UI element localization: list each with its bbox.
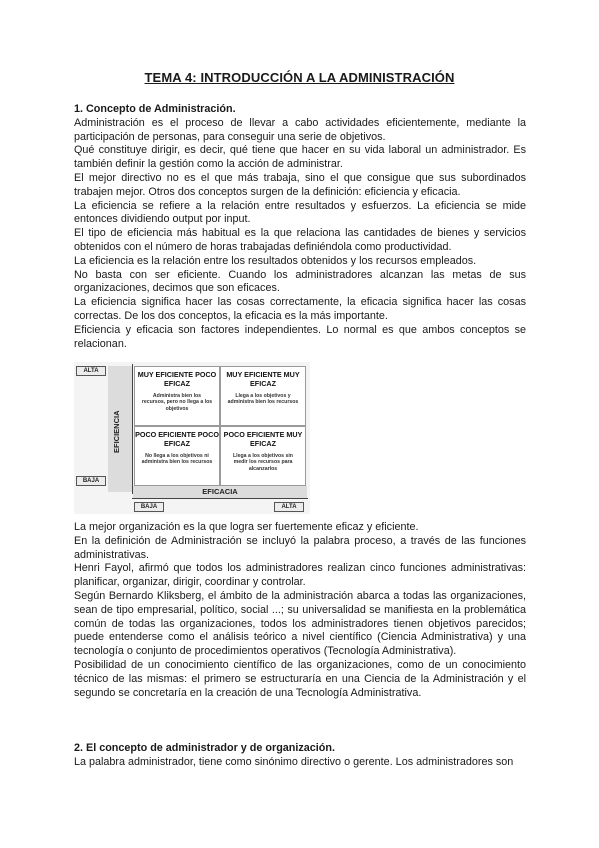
y-high-label: ALTA (76, 366, 106, 376)
cell-title: MUY EFICIENTE POCO EFICAZ (137, 370, 217, 388)
x-axis-line (132, 498, 308, 499)
cell-description: Llega a los objetivos sin medir los recursos para alcanzarlos (233, 453, 293, 472)
paragraph: El tipo de eficiencia más habitual es la que relaciona las cantidades de bienes y servicios obtenidos con el número de horas trabajadas definiéndola como productividad. (74, 227, 526, 253)
y-axis-line (132, 364, 133, 494)
paragraph: Posibilidad de un conocimiento científico de las organizaciones, como de un conocimiento técnico de las mismas: el primero se estructuraría en una Ciencia de la Administración y el segundo se concretaría en la creación de una Tecnología Administrativa. (74, 658, 526, 699)
matrix-cell (220, 426, 306, 486)
cell-title: POCO EFICIENTE MUY EFICAZ (223, 430, 303, 448)
x-high-label: ALTA (274, 502, 304, 512)
y-axis-label: EFICIENCIA (112, 410, 121, 454)
section-1 (74, 103, 526, 351)
x-axis-label: EFICACIA (133, 486, 307, 498)
cell-description: Llega a los objetivos y administra bien los recursos (227, 393, 299, 406)
paragraph: Según Bernardo Kliksberg, el ámbito de la administración abarca a todas las organizaciones, sean de tipo empresarial, político, social ...; su universalidad se manifiesta en la problemática común de todas las organizaciones, todos los administradores tienen objetivos parecidos; puede entenderse como el análisis teórico a nivel científico (Ciencia Administrativa) y una tecnología o conjunto de procedimientos operativos (Tecnología Administrativa). (74, 589, 526, 658)
paragraph: El mejor directivo no es el que más trabaja, sino el que consigue que sus subordinados trabajen mejor. Otros dos conceptos surgen de la definición: eficiencia y eficacia. (74, 171, 526, 198)
section-heading: 2. El concepto de administrador y de organización. (74, 742, 335, 754)
paragraph: Administración es el proceso de llevar a cabo actividades eficientemente, mediante la participación de personas, para conseguir una serie de objetivos. (74, 116, 526, 143)
paragraph: La eficiencia es la relación entre los resultados obtenidos y los recursos empleados. (74, 254, 477, 267)
section-2 (74, 742, 526, 770)
paragraph: Eficiencia y eficacia son factores independientes. Lo normal es que ambos conceptos se relacionan. (74, 323, 526, 350)
cell-title: MUY EFICIENTE MUY EFICAZ (226, 370, 300, 388)
matrix-cell (134, 366, 220, 426)
cell-description: Administra bien los recursos, pero no llega a los objetivos (141, 393, 213, 412)
paragraph: La eficiencia significa hacer las cosas correctamente, la eficacia significa hacer las cosas correctas. De los dos conceptos, la eficacia es la más importante. (74, 296, 526, 322)
paragraph: No basta con ser eficiente. Cuando los administradores alcanzan las metas de sus organizaciones, decimos que son eficaces. (74, 268, 526, 295)
x-low-label: BAJA (134, 502, 164, 512)
matrix-cell (134, 426, 220, 486)
efficiency-efficacy-matrix (74, 362, 310, 514)
matrix-cell (220, 366, 306, 426)
cell-description: No llega a los objetivos ni administra bien los recursos (141, 453, 213, 466)
paragraph: Henri Fayol, afirmó que todos los administradores realizan cinco funciones administrativas: planificar, organizar, dirigir, coordinar y controlar. (74, 562, 526, 589)
page-title: TEMA 4: INTRODUCCIÓN A LA ADMINISTRACIÓN (144, 70, 455, 85)
cell-title: POCO EFICIENTE POCO EFICAZ (135, 430, 219, 448)
after-figure-text (74, 521, 526, 700)
paragraph: La mejor organización es la que logra ser fuertemente eficaz y eficiente. (74, 521, 419, 533)
paragraph: La palabra administrador, tiene como sinónimo directivo o gerente. Los administradores son (74, 755, 514, 768)
paragraph: Qué constituye dirigir, es decir, qué tiene que hacer en su vida laboral un administrador. Es también definir la gestión como la acción de administrar. (74, 144, 526, 171)
section-heading: 1. Concepto de Administración. (74, 103, 236, 115)
paragraph: En la definición de Administración se incluyó la palabra proceso, a través de las funciones administrativas. (74, 534, 526, 561)
paragraph: La eficiencia se refiere a la relación entre resultados y esfuerzos. La eficiencia se mide entonces dividiendo output por input. (74, 199, 526, 226)
y-low-label: BAJA (76, 476, 106, 486)
